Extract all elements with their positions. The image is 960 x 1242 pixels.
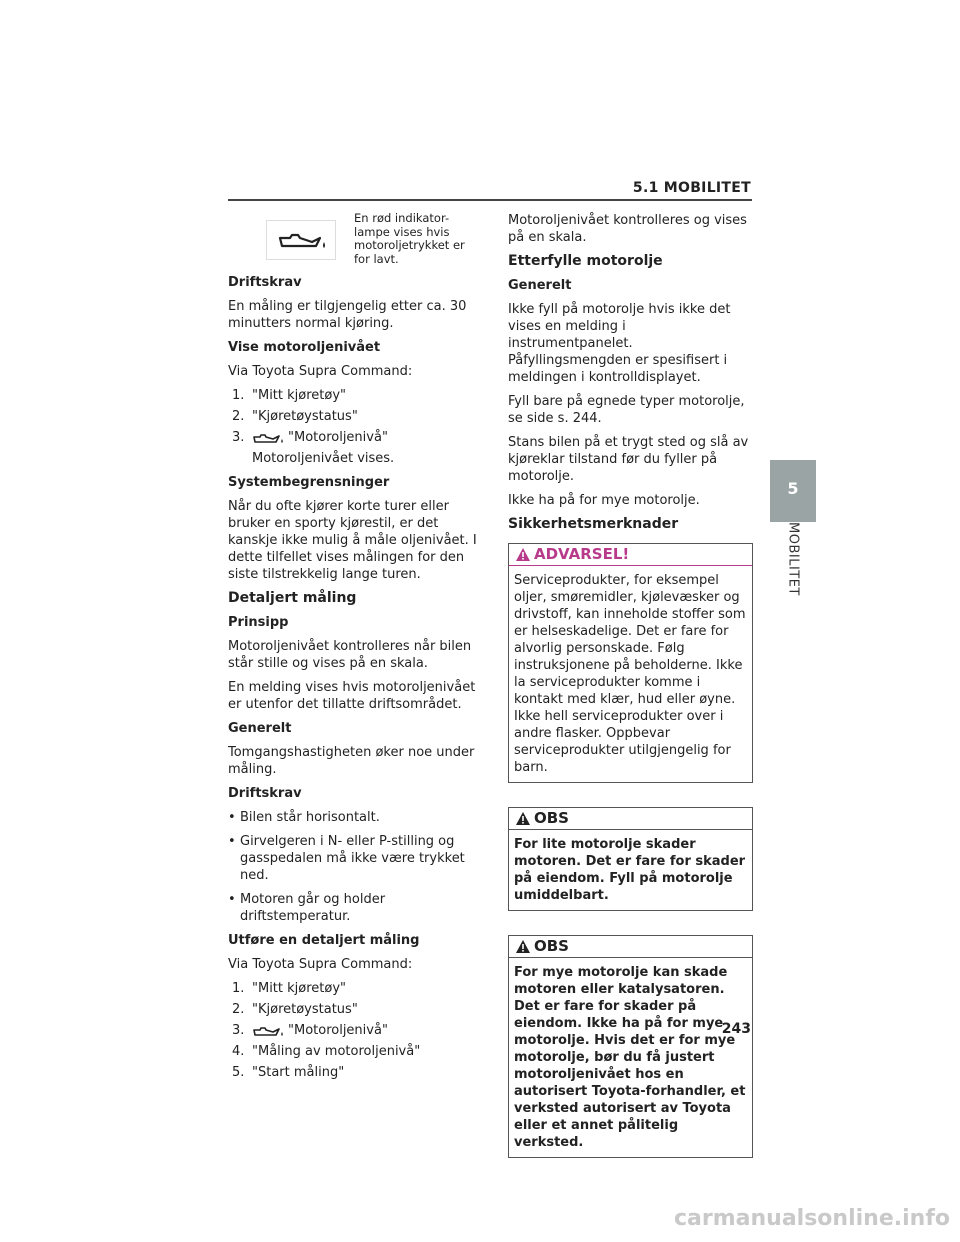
advarsel-text: Serviceprodukter, for eksempel oljer, smøremidler, kjølevæsker og drivstoff, kan inneholde stoffer som er helseskadelige. Det er fare for alvorlig personskade. Følg instruksjonene på beholderne. Ikke la serviceprodukter komme i kontakt med klær, hud eller øyne. Ikke hell serviceprodukter over i andre flasker. Oppbevar serviceprodukter utilgjengelig for barn. bbox=[514, 573, 746, 775]
list-item: • Bilen står horisontalt. bbox=[228, 810, 380, 825]
vise-step3-sub: Motoroljenivået vises. bbox=[252, 451, 395, 466]
sikkerhet-heading: Sikkerhetsmerknader bbox=[508, 516, 679, 532]
header-rule bbox=[228, 199, 752, 201]
generelt-heading-left: Generelt bbox=[228, 721, 292, 736]
list-item: • Girvelgeren i N- eller P-stilling og gasspedalen må ikke være trykket ned. bbox=[228, 834, 465, 883]
list-item: 3. "Motoroljenivå" Motoroljenivået vises. bbox=[228, 429, 490, 467]
indicator-row bbox=[228, 212, 490, 266]
section-header: 5.1 MOBILITET bbox=[632, 180, 751, 196]
right-p1: Ikke fyll på motorolje hvis ikke det vises en melding i instrumentpanelet. Påfyllingsmengden er spesifisert i meldingen i kontrolldisplayet. bbox=[508, 302, 731, 385]
obs-label-1: OBS bbox=[534, 809, 569, 827]
list-item: • Motoren går og holder driftstemperatur. bbox=[228, 892, 386, 924]
list-item: 1. "Mitt kjøretøy" bbox=[232, 388, 347, 403]
driftskrav-heading-1: Driftskrav bbox=[228, 275, 302, 290]
advarsel-header bbox=[509, 544, 752, 566]
list-item: 2. "Kjøretøystatus" bbox=[232, 1002, 358, 1017]
obs-label-2: OBS bbox=[534, 937, 569, 955]
oil-can-icon bbox=[252, 1024, 286, 1038]
list-item: 3. "Motoroljenivå" bbox=[232, 1023, 388, 1038]
obs-box-2 bbox=[508, 935, 753, 1158]
obs-header-2 bbox=[509, 936, 752, 958]
right-intro: Motoroljenivået kontrolleres og vises på en skala. bbox=[508, 213, 747, 245]
left-column bbox=[228, 212, 490, 1088]
watermark: carmanualsonline.info bbox=[674, 1206, 950, 1231]
oil-pressure-icon bbox=[266, 220, 336, 260]
right-p4: Ikke ha på for mye motorolje. bbox=[508, 493, 700, 508]
chapter-number: 5 bbox=[787, 479, 799, 498]
right-p3: Stans bilen på et trygt sted og slå av kjøreklar tilstand før du fyller på motorolje. bbox=[508, 435, 749, 484]
etterfylle-heading: Etterfylle motorolje bbox=[508, 253, 663, 269]
obs-header-1 bbox=[509, 808, 752, 830]
warning-icon bbox=[515, 547, 531, 562]
prinsipp-text-1: Motoroljenivået kontrolleres når bilen står stille og vises på en skala. bbox=[228, 639, 472, 671]
obs-box-1 bbox=[508, 807, 753, 911]
right-p2: Fyll bare på egnede typer motorolje, se side s. 244. bbox=[508, 394, 745, 426]
list-item: 4. "Måling av motoroljenivå" bbox=[232, 1044, 421, 1059]
list-item: 2. "Kjøretøystatus" bbox=[232, 409, 358, 424]
vise-via: Via Toyota Supra Command: bbox=[228, 364, 413, 379]
sys-heading: Systembegrensninger bbox=[228, 475, 390, 490]
vise-heading: Vise motoroljenivået bbox=[228, 340, 381, 355]
driftskrav-text-1: En måling er tilgjengelig etter ca. 30 minutters normal kjøring. bbox=[228, 299, 467, 331]
page-number: 243 bbox=[721, 1021, 751, 1037]
prinsipp-heading: Prinsipp bbox=[228, 615, 289, 630]
generelt-text-left: Tomgangshastigheten øker noe under måling. bbox=[228, 745, 475, 777]
caution-icon bbox=[515, 811, 531, 826]
list-item: 1. "Mitt kjøretøy" bbox=[232, 981, 347, 996]
list-item: 5. "Start måling" bbox=[232, 1065, 345, 1080]
utfore-heading: Utføre en detaljert måling bbox=[228, 933, 420, 948]
obs-text-2: For mye motorolje kan skade motoren eller katalysatoren. Det er fare for skader på eiendom. Ikke ha på for mye motorolje. Hvis det er for mye motorolje, bør du få justert motoroljenivået hos en autorisert Toyota-forhandler, et verksted autorisert av Toyota eller et annet pålitelig verksted. bbox=[514, 965, 746, 1150]
driftskrav-heading-2: Driftskrav bbox=[228, 786, 302, 801]
driftskrav-bullets bbox=[228, 809, 490, 925]
vise-steps bbox=[228, 387, 490, 467]
sys-text: Når du ofte kjører korte turer eller bruker en sporty kjørestil, er det kanskje ikke mulig å måle oljenivået. I dette tilfellet vises målingen for den siste tilstrekkelig lange turen. bbox=[228, 499, 477, 582]
chapter-label-wrap bbox=[770, 522, 816, 612]
caution-icon bbox=[515, 939, 531, 954]
chapter-label: MOBILITET bbox=[785, 522, 801, 596]
oil-can-icon bbox=[252, 431, 286, 445]
indicator-caption: En rød indikator-lampe vises hvis motoroljetrykket er for lavt. bbox=[354, 211, 465, 266]
advarsel-box bbox=[508, 543, 753, 783]
detaljert-heading: Detaljert måling bbox=[228, 590, 357, 606]
obs-text-1: For lite motorolje skader motoren. Det er fare for skader på eiendom. Fyll på motorolje umiddelbart. bbox=[514, 837, 746, 903]
advarsel-label: ADVARSEL! bbox=[534, 545, 630, 563]
prinsipp-text-2: En melding vises hvis motoroljenivået er utenfor det tillatte driftsområdet. bbox=[228, 680, 476, 712]
utfore-steps bbox=[228, 980, 490, 1081]
utfore-via: Via Toyota Supra Command: bbox=[228, 957, 413, 972]
generelt-heading-right: Generelt bbox=[508, 278, 572, 293]
